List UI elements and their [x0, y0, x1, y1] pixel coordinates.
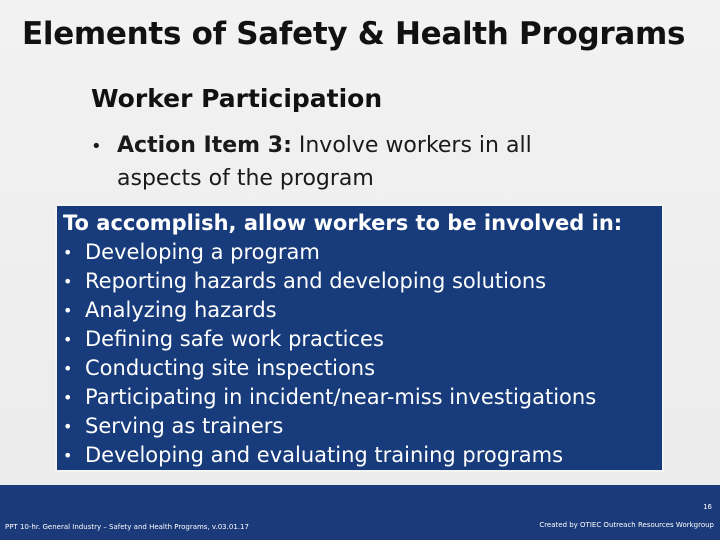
bullet-icon: •	[63, 417, 73, 436]
footer-credit: Created by OTIEC Outreach Resources Workgroup	[539, 521, 714, 529]
bullet-icon: •	[63, 446, 73, 465]
page-number: 16	[703, 503, 712, 511]
list-item: • Developing and evaluating training programs	[63, 441, 662, 470]
action-item	[91, 130, 651, 195]
bullet-icon: •	[63, 272, 73, 291]
list-item: • Participating in incident/near-miss investigations	[63, 383, 662, 412]
bullet-icon: •	[63, 243, 73, 262]
footer-bar	[0, 485, 720, 540]
action-text-1: Involve workers in all	[291, 133, 532, 158]
action-text-2: aspects of the program	[117, 166, 374, 191]
bullet-icon: •	[63, 388, 73, 407]
list-item: • Reporting hazards and developing solutions	[63, 267, 662, 296]
list-item: • Serving as trainers	[63, 412, 662, 441]
bullet-icon: •	[63, 301, 73, 320]
slide-title: Elements of Safety & Health Programs	[22, 16, 686, 52]
list-item: • Developing a program	[63, 238, 662, 267]
bullet-icon: •	[91, 136, 102, 157]
involvement-box	[55, 204, 664, 472]
bullet-icon: •	[63, 359, 73, 378]
list-item: • Analyzing hazards	[63, 296, 662, 325]
footer-course-info: PPT 10-hr. General Industry – Safety and Health Programs, v.03.01.17	[5, 523, 249, 531]
slide-subtitle: Worker Participation	[91, 84, 383, 113]
bullet-icon: •	[63, 330, 73, 349]
box-heading: To accomplish, allow workers to be involved in:	[63, 211, 623, 235]
involvement-list	[63, 238, 662, 470]
list-item: • Defining safe work practices	[63, 325, 662, 354]
action-label: Action Item 3:	[117, 133, 292, 158]
list-item: • Conducting site inspections	[63, 354, 662, 383]
